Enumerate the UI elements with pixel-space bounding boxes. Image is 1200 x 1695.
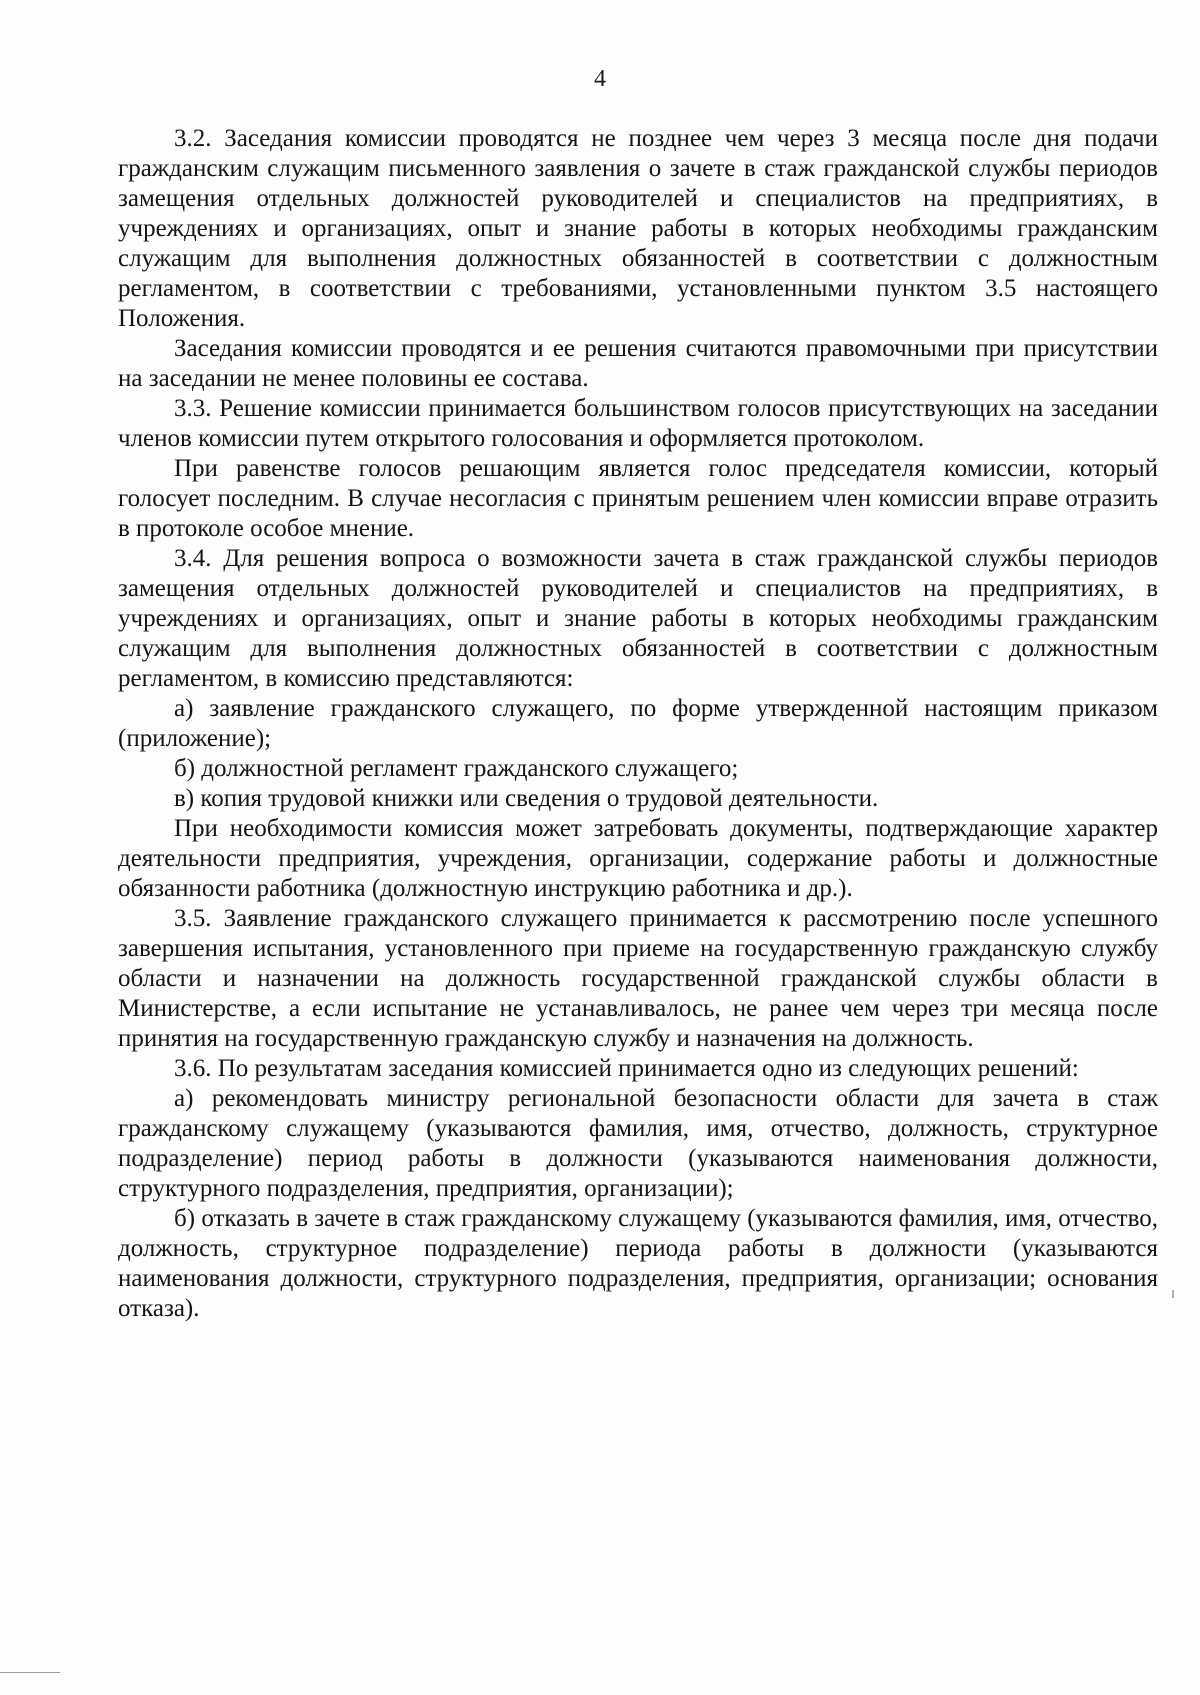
page-number: 4 <box>594 66 606 92</box>
paragraph-3-4: 3.4. Для решения вопроса о возможности зачета в стаж гражданской службы периодов замещения отдельных должностей руководителей и специалистов на предприятиях, в учреждениях и организациях, опыт и знание работы в которых необходимы гражданским служащим для выполнения должностных обязанностей в соответствии с должностным регламентом, в комиссию представляются: <box>118 545 1158 692</box>
scan-corner-mark <box>0 1672 60 1673</box>
list-item-b-refuse: б) отказать в зачете в стаж гражданскому служащему (указываются фамилия, имя, отчество, должность, структурное подразделение) периода работы в должности (указываются наименования должности, структурного подразделения, предприятия, организации; основания отказа). <box>118 1205 1158 1322</box>
paragraph-additional-documents: При необходимости комиссия может затребовать документы, подтверждающие характер деятельности предприятия, учреждения, организации, содержание работы и должностные обязанности работника (должностную инструкцию работника и др.). <box>118 815 1158 902</box>
scan-edge-mark <box>1172 1290 1174 1298</box>
list-item-a-recommend: а) рекомендовать министру региональной безопасности области для зачета в стаж гражданскому служащему (указываются фамилия, имя, отчество, должность, структурное подразделение) период работы в должности (указываются наименования должности, структурного подразделения, предприятия, организации); <box>118 1085 1158 1202</box>
list-item-a-application: а) заявление гражданского служащего, по форме утвержденной настоящим приказом (приложение); <box>118 695 1158 752</box>
paragraph-3-3: 3.3. Решение комиссии принимается большинством голосов присутствующих на заседании членов комиссии путем открытого голосования и оформляется протоколом. <box>118 395 1158 452</box>
document-body <box>118 124 1158 1324</box>
paragraph-3-6: 3.6. По результатам заседания комиссией принимается одно из следующих решений: <box>174 1055 1079 1082</box>
list-item-c-workbook: в) копия трудовой книжки или сведения о трудовой деятельности. <box>174 785 879 812</box>
list-item-b-regulation: б) должностной регламент гражданского служащего; <box>174 755 739 782</box>
paragraph-3-5: 3.5. Заявление гражданского служащего принимается к рассмотрению после успешного завершения испытания, установленного при приеме на государственную гражданскую службу области и назначении на должность государственной гражданской службы области в Министерстве, а если испытание не устанавливалось, не ранее чем через три месяца после принятия на государственную гражданскую службу и назначения на должность. <box>118 905 1158 1052</box>
paragraph-tie-vote: При равенстве голосов решающим является голос председателя комиссии, который голосует последним. В случае несогласия с принятым решением член комиссии вправе отразить в протоколе особое мнение. <box>118 455 1158 542</box>
paragraph-quorum: Заседания комиссии проводятся и ее решения считаются правомочными при присутствии на заседании не менее половины ее состава. <box>118 335 1158 392</box>
paragraph-3-2: 3.2. Заседания комиссии проводятся не позднее чем через 3 месяца после дня подачи гражданским служащим письменного заявления о зачете в стаж гражданской службы периодов замещения отдельных должностей руководителей и специалистов на предприятиях, в учреждениях и организациях, опыт и знание работы в которых необходимы гражданским служащим для выполнения должностных обязанностей в соответствии с должностным регламентом, в соответствии с требованиями, установленными пунктом 3.5 настоящего Положения. <box>118 125 1158 332</box>
